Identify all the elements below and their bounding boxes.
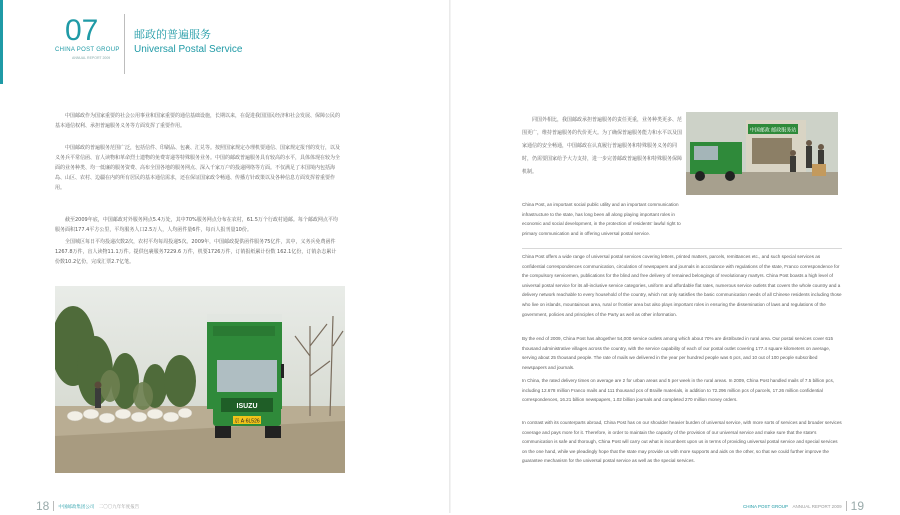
footer-brand-en: CHINA POST GROUP bbox=[743, 504, 788, 509]
left-paragraph-3: 截至2009年底，中国邮政对外服务网点5.4万处，其中70%服务网点分布在农村，61.5万个行政村通邮。每个邮政网点平均服务面积177.4平方公里，平均服务人口2.5万人，人均函件量6件，每百人报刊量10份。 bbox=[55, 217, 338, 233]
section-number: 07 bbox=[65, 14, 99, 47]
page-number-right: 19 bbox=[850, 499, 864, 513]
left-paragraph-4: 全国城区每日平均投递次数2次，农村平均每周投递5次。2009年，中国邮政提供函件服务75亿件，其中，义务兵免费函件1267.8万件，盲人读物11.1万件。提供包裹服务7229.6 万件，机要1726万件，订销报纸累计份数 162.1亿份，订销杂志累计份数10.2亿份，完成汇票2.7亿笔。 bbox=[55, 239, 337, 265]
postal-truck-photo bbox=[55, 286, 345, 473]
page-gutter bbox=[449, 0, 451, 513]
page-number-left: 18 bbox=[36, 499, 50, 513]
right-intro-cn: 同国外相比，我国邮政承担普遍服务的责任更重，业务种类更多、范围更广，维持普遍服务的代价更大。为了确保普遍服务能力和水平以及国家通信的安全畅通，中国邮政在认真履行普遍服务和特殊服务义务的同时，仍需要国家给予大力支持，进一步完善邮政普遍服务和特殊服务保障机制。 bbox=[522, 117, 683, 175]
left-paragraph-1: 中国邮政作为国家重要的社会公用事业和国家重要的通信基础设施，长期以来，在促进我国国民经济和社会发展、保障公民的基本通信权利、承担普遍服务义务等方面发挥了重要作用。 bbox=[55, 113, 341, 129]
right-paragraph-en-3: By the end of 2009, China Post has altogether 54,000 service outlets among which about 70% are distributed in rural area. Our postal services cover 615 thousand administrative villages across the country, with the service capability of each of our postal outlet covering 177.4 square kilometers on average, serving about 25 thousand people. The rate of mails we delivered in the year per hundred people was 6 pcs, and 10 out of 100 people subscribed newspapers and journals. bbox=[522, 336, 834, 370]
accent-bar bbox=[0, 0, 3, 84]
footer-left bbox=[36, 497, 139, 515]
station-sign: 中国邮政 邮政服务站 bbox=[749, 127, 797, 134]
footer-separator bbox=[846, 501, 847, 511]
right-paragraph-en-5: In contrast with its counterparts abroad, China Post has on our shoulder heavier burden of universal service, with more sorts of services and broader services coverage and pays more for it. Therefore, in order to maintain the capacity of the provision of our universal service and make sure that the state's communication is safe and thorough, China Post will carry out what is incumbent upon us in terms of providing universal postal service and special services on the one hand, while we pleadingly hope that the state may provide us with more supports and aids on the other, so that we could further improve the guarantee mechanism for the universal postal service as well as the special services. bbox=[522, 420, 842, 464]
post-service-station-photo bbox=[686, 112, 838, 195]
brand-subtitle: ANNUAL REPORT 2009 bbox=[72, 56, 111, 60]
section-title-cn: 邮政的普遍服务 bbox=[134, 28, 211, 41]
right-paragraph-en-1: China Post, an important social public utility and an important communication infrastructure to the state, has long been all along playing important roles in economic and social development, in the protection of residents' lawful right to primary communication and in offering universal postal service. bbox=[522, 202, 681, 236]
brand-name: CHINA POST GROUP bbox=[55, 47, 120, 53]
section-title-en: Universal Postal Service bbox=[134, 44, 243, 55]
footer-report-en: ANNUAL REPORT 2009 bbox=[792, 504, 842, 509]
footer-company-cn: 中国邮政集团公司 bbox=[58, 504, 95, 509]
footer-separator bbox=[53, 501, 54, 511]
truck-plate-label: 京 A·6L526 bbox=[234, 418, 260, 425]
footer-right bbox=[743, 497, 864, 515]
divider bbox=[522, 248, 842, 249]
right-paragraph-en-4: In China, the rated delivery times on average are 2 for urban areas and 5 per week in the rural areas. In 2009, China Post handled mails of 7.5 billion pcs, including 12.678 million Franco mails and 111 thousand pcs of Braille materials, in addition to 72.296 million pcs of parcels, 17.26 million confidential correspondences, 16.21 billion newspapers, 1.02 billion journals and completed 270 million money orders. bbox=[522, 378, 835, 403]
footer-report-cn: 二〇〇九年年度报告 bbox=[98, 504, 140, 509]
header-divider bbox=[124, 14, 125, 74]
left-paragraph-2: 中国邮政的普遍服务范围广泛，包括信件、印刷品、包裹、汇兑等。按照国家规定办理机要通信、国家规定报刊的发行，以及义务兵平常信函、盲人读物和革命烈士遗物的免费寄递等特殊服务业务。中国的邮政普遍服务具有较高的水平，具体体现在较为全面的业务种类、均一低廉的服务资费、高布全国各地的服务网点、深入千家万户的投递网络等方面。不仅满足了本国境内包括海岛、山区、农村、边疆在内的所有居民的基本通信需求，还在保证国家政令畅通、传播方针政策以及各种信息方面发挥着重要作用。 bbox=[55, 145, 341, 191]
truck-brand-label: ISUZU bbox=[236, 403, 258, 410]
right-paragraph-en-2: China Post offers a wide range of universal postal services covering letters, printed matters, parcels, remittances etc., and such special services as confidential correspondences communication, circulation of newspapers and journals in accordance with regulations of the state, Franco correspondence for the compulsory servicemen, publications for the blind and free delivery of remained belongings of revolutionary martyrs. China Post boasts a high level of universal postal service for its all-inclusive service categories, uniform and affordable flat rates, numerous service outlets that covers the whole country and a delivery network reachable to every household of the country, which not only satisfies the basic communication needs of all Chinese residents including those who live on islands, mountainous area, rural or frontier area but also plays important roles in ensuring the dissemination of laws and regulations of the government, policies and principles of the Party as well as other information. bbox=[522, 254, 842, 317]
